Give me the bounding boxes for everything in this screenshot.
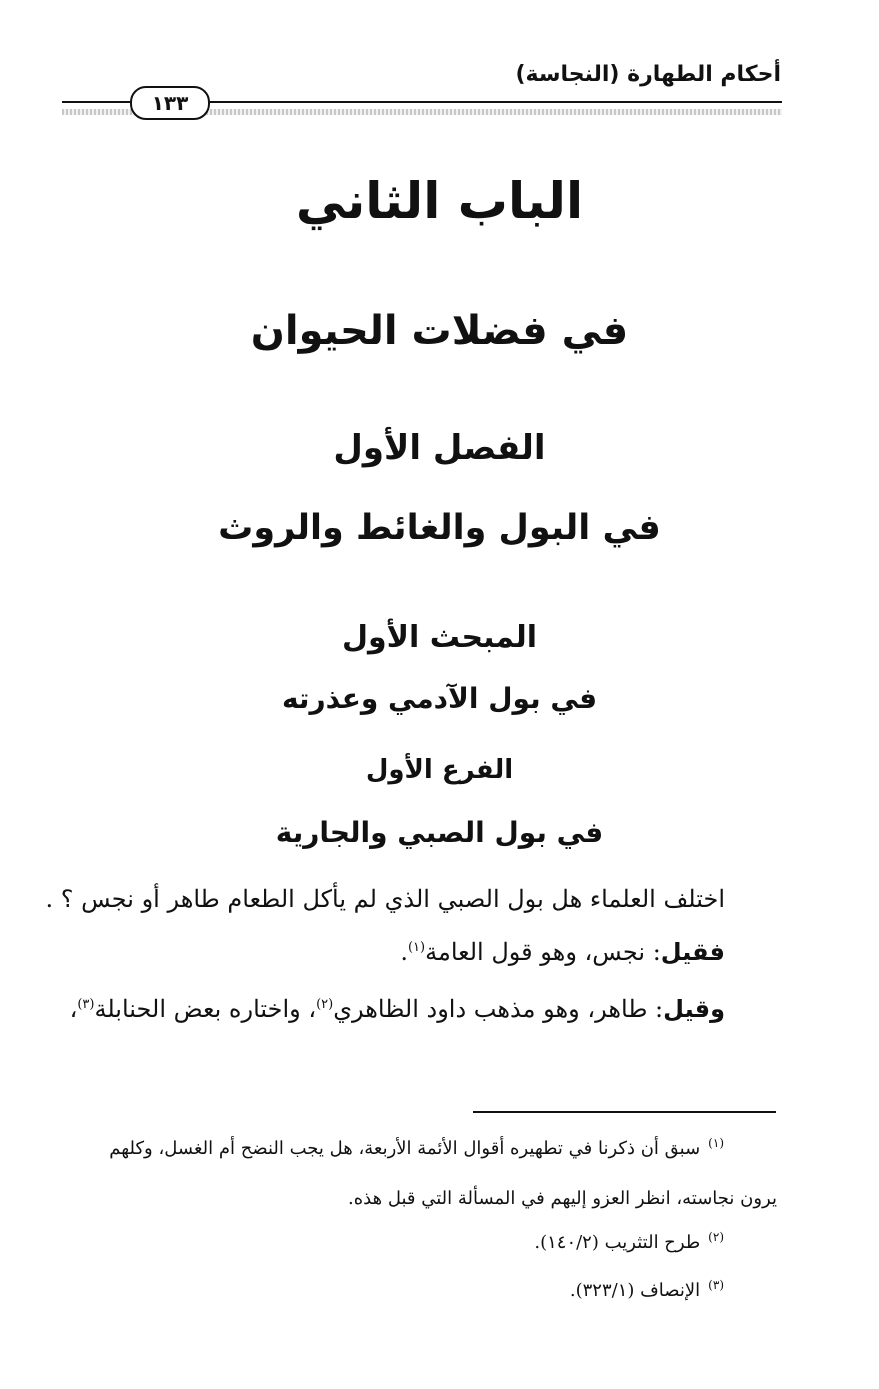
footnote-ref[interactable]: (١) (407, 940, 426, 955)
body-text: . (400, 938, 408, 966)
body-line-2 (400, 938, 725, 966)
branch-subtitle: في بول الصبي والجارية (275, 816, 604, 849)
section-subtitle: في البول والغائط والروث (218, 508, 661, 548)
section-title: الفصل الأول (333, 428, 546, 468)
footnote-2 (534, 1232, 724, 1253)
opinion-lead: فقيل (660, 938, 725, 966)
footnote-separator (473, 1111, 776, 1113)
chapter-title: الباب الثاني (295, 172, 584, 230)
footnote-text: سبق أن ذكرنا في تطهيره أقوال الأئمة الأربعة، هل يجب النضح أم الغسل، وكلهم (109, 1138, 701, 1159)
body-line-3 (70, 995, 725, 1023)
running-title: أحكام الطهارة (النجاسة) (515, 62, 781, 87)
footnote-1-continuation (348, 1188, 777, 1209)
topic-title: المبحث الأول (341, 620, 538, 655)
footnote-1 (109, 1138, 724, 1159)
footnote-ref[interactable]: (٣) (77, 997, 95, 1012)
body-text: اختلف العلماء هل بول الصبي الذي لم يأكل الطعام طاهر أو نجس ؟ . (45, 885, 725, 913)
body-text: : طاهر، وهو مذهب داود الظاهري (333, 995, 664, 1023)
opinion-lead: وقيل (663, 995, 725, 1023)
footnote-3 (570, 1280, 724, 1301)
body-line-1 (46, 885, 725, 913)
footnote-text: الإنصاف (٣٢٣/١). (569, 1280, 701, 1301)
body-text: ، واختاره بعض الحنابلة (94, 995, 317, 1023)
footnote-ref[interactable]: (٢) (316, 997, 334, 1012)
footnote-number: (١) (708, 1136, 724, 1150)
footnote-number: (٢) (708, 1230, 724, 1244)
branch-title: الفرع الأول (365, 755, 514, 785)
body-text: ، (69, 995, 78, 1023)
page-number: ١٣٣ (130, 86, 210, 120)
footnote-text: طرح التثريب (١٤٠/٢). (534, 1232, 701, 1253)
chapter-subtitle: في فضلات الحيوان (250, 308, 629, 354)
footnote-number: (٣) (708, 1278, 724, 1292)
topic-subtitle: في بول الآدمي وعذرته (281, 682, 598, 715)
footnote-text: يرون نجاسته، انظر العزو إليهم في المسألة التي قبل هذه. (348, 1188, 777, 1209)
body-text: : نجس، وهو قول العامة (425, 938, 661, 966)
